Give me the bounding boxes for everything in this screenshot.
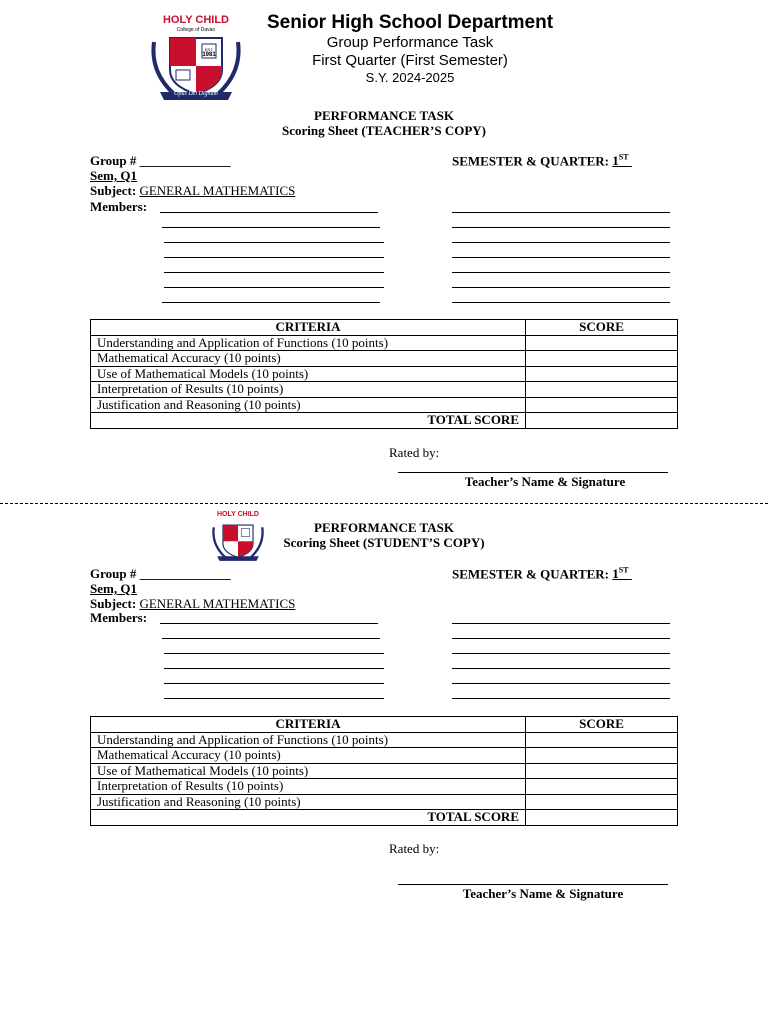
table-row (91, 794, 678, 810)
score-cell[interactable] (526, 382, 678, 398)
score-cell[interactable] (526, 351, 678, 367)
table-row (91, 748, 678, 764)
teacher-subject (90, 183, 295, 199)
logo-year: 1981 (202, 52, 216, 58)
teacher-sem-label: SEMESTER & QUARTER: (452, 153, 610, 169)
student-sem-cont: Sem, Q1 (90, 581, 137, 596)
teacher-sheet-title: Scoring Sheet (TEACHER’S COPY) (281, 123, 487, 138)
score-cell[interactable] (526, 335, 678, 351)
criteria-cell: Interpretation of Results (10 points) (91, 779, 526, 795)
small-logo-name: HOLY CHILD (216, 511, 259, 518)
task-type: Group Performance Task (326, 34, 494, 51)
student-sem-value: 1ST (612, 566, 629, 582)
student-semester-quarter (452, 566, 632, 582)
student-criteria-table (90, 716, 678, 826)
teacher-task-title: PERFORMANCE TASK (314, 108, 454, 123)
cut-line-divider (0, 503, 768, 504)
criteria-cell: Mathematical Accuracy (10 points) (91, 748, 526, 764)
total-row (91, 413, 678, 429)
score-cell[interactable] (526, 366, 678, 382)
school-year: S.Y. 2024-2025 (365, 70, 455, 85)
score-header: SCORE (526, 320, 678, 336)
criteria-header: CRITERIA (91, 320, 526, 336)
score-cell[interactable] (526, 732, 678, 748)
teacher-signature-line[interactable] (398, 472, 668, 473)
table-row (91, 382, 678, 398)
student-rated-by: Rated by: (389, 841, 440, 856)
score-cell[interactable] (526, 748, 678, 764)
student-task-title: PERFORMANCE TASK (314, 520, 454, 535)
teacher-criteria-table (90, 319, 678, 429)
table-row (91, 779, 678, 795)
teacher-members-label: Members: (90, 199, 148, 214)
criteria-cell: Justification and Reasoning (10 points) (91, 794, 526, 810)
table-row (91, 335, 678, 351)
table-row (91, 763, 678, 779)
logo-name: HOLY CHILD (162, 14, 229, 26)
criteria-cell: Mathematical Accuracy (10 points) (91, 351, 526, 367)
score-cell[interactable] (526, 794, 678, 810)
criteria-cell: Understanding and Application of Functions (10 points) (91, 335, 526, 351)
student-sheet-title: Scoring Sheet (STUDENT’S COPY) (283, 535, 485, 550)
score-cell[interactable] (526, 763, 678, 779)
criteria-header: CRITERIA (91, 717, 526, 733)
score-cell[interactable] (526, 397, 678, 413)
criteria-cell: Understanding and Application of Functions (10 points) (91, 732, 526, 748)
table-row (91, 732, 678, 748)
department-title: Senior High School Department (266, 12, 554, 33)
table-row (91, 397, 678, 413)
student-subject-label: Subject: (90, 596, 137, 611)
table-row (91, 366, 678, 382)
logo-subtitle: College of Davao (176, 27, 216, 33)
total-row (91, 810, 678, 826)
total-score-cell[interactable] (526, 810, 678, 826)
criteria-cell: Use of Mathematical Models (10 points) (91, 366, 526, 382)
teacher-sem-cont: Sem, Q1 (90, 168, 137, 183)
teacher-group-label: Group # ______________ (90, 153, 231, 168)
student-subject-value: GENERAL MATHEMATICS (139, 596, 296, 611)
student-signature-line[interactable] (398, 884, 668, 885)
student-members-label: Members: (90, 610, 148, 625)
score-header: SCORE (526, 717, 678, 733)
table-row (91, 351, 678, 367)
student-signature-label: Teacher’s Name & Signature (462, 886, 624, 901)
total-score-label: TOTAL SCORE (91, 810, 526, 826)
teacher-subject-label: Subject: (90, 183, 137, 198)
logo-motto: Opus Dei Dignum (174, 91, 218, 97)
total-score-cell[interactable] (526, 413, 678, 429)
teacher-rated-by: Rated by: (389, 445, 440, 460)
teacher-semester-quarter (452, 153, 632, 169)
teacher-subject-value: GENERAL MATHEMATICS (139, 183, 296, 198)
teacher-sem-value: 1ST (612, 153, 629, 169)
score-cell[interactable] (526, 779, 678, 795)
teacher-signature-label: Teacher’s Name & Signature (464, 474, 626, 489)
quarter-line: First Quarter (First Semester) (312, 52, 508, 69)
criteria-cell: Interpretation of Results (10 points) (91, 382, 526, 398)
criteria-cell: Use of Mathematical Models (10 points) (91, 763, 526, 779)
total-score-label: TOTAL SCORE (91, 413, 526, 429)
logo-est: EST. (204, 47, 214, 52)
student-group-label: Group # ______________ (90, 566, 231, 581)
criteria-cell: Justification and Reasoning (10 points) (91, 397, 526, 413)
student-sem-label: SEMESTER & QUARTER: (452, 566, 610, 582)
